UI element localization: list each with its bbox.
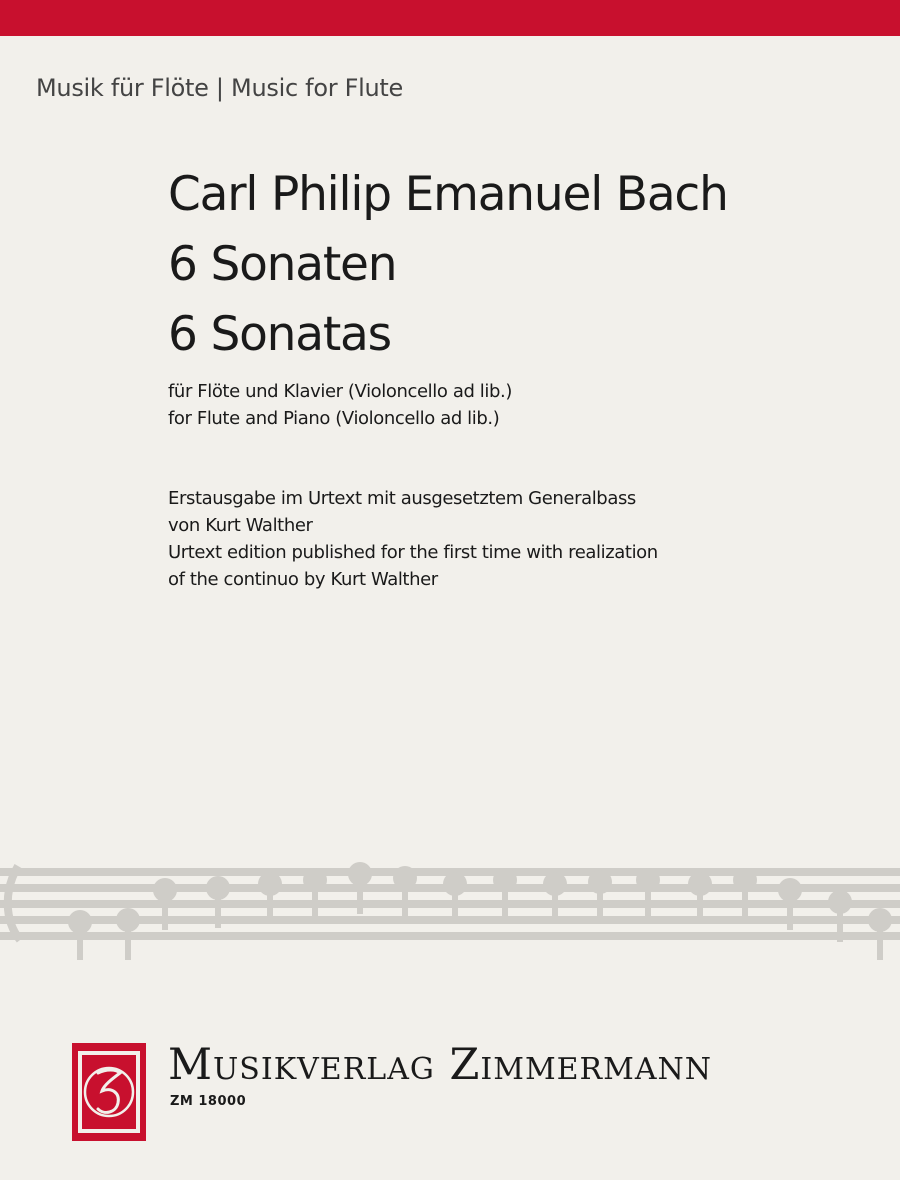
decorative-music-staff [0,830,900,960]
publisher-logo [72,1043,146,1141]
note-stem [77,922,83,960]
title-german: 6 Sonaten [168,237,397,292]
instrumentation-english: for Flute and Piano (Violoncello ad lib.) [168,408,500,429]
note-stem [837,902,843,942]
note-stem [267,884,273,924]
edition-english-line-1: Urtext edition published for the first time with realization [168,542,658,563]
note-stem [125,920,131,960]
top-accent-bar [0,0,900,36]
staff-line [0,932,900,940]
title-english: 6 Sonatas [168,307,391,362]
note-stem [697,884,703,924]
instrumentation-german: für Flöte und Klavier (Violoncello ad lib.) [168,381,512,402]
note-stem [215,888,221,928]
edition-german-line-2: von Kurt Walther [168,515,313,536]
edition-german-line-1: Erstausgabe im Urtext mit ausgesetztem Generalbass [168,488,636,509]
note-stem [357,874,363,914]
title-block [168,160,728,370]
staff-line [0,900,900,908]
edition-english-line-2: of the continuo by Kurt Walther [168,569,438,590]
note-stem [162,890,168,930]
series-title: Musik für Flöte | Music for Flute [36,74,403,102]
note-stem [452,884,458,924]
note-stem [552,884,558,924]
catalog-number: ZM 18000 [170,1094,247,1109]
decorative-notes [8,862,892,960]
publisher-name: Musikverlag Zimmermann [168,1040,713,1090]
note-stem [312,880,318,920]
composer-name: Carl Philip Emanuel Bach [168,167,728,222]
instrumentation-block [168,378,512,432]
note-stem [597,882,603,922]
note-stem [645,880,651,920]
note-stem [787,890,793,930]
note-stem [742,880,748,920]
note-stem [502,880,508,920]
edition-notes [168,485,658,593]
note-stem [877,920,883,960]
zimmermann-emblem-icon [72,1043,146,1141]
note-stem [402,878,408,918]
